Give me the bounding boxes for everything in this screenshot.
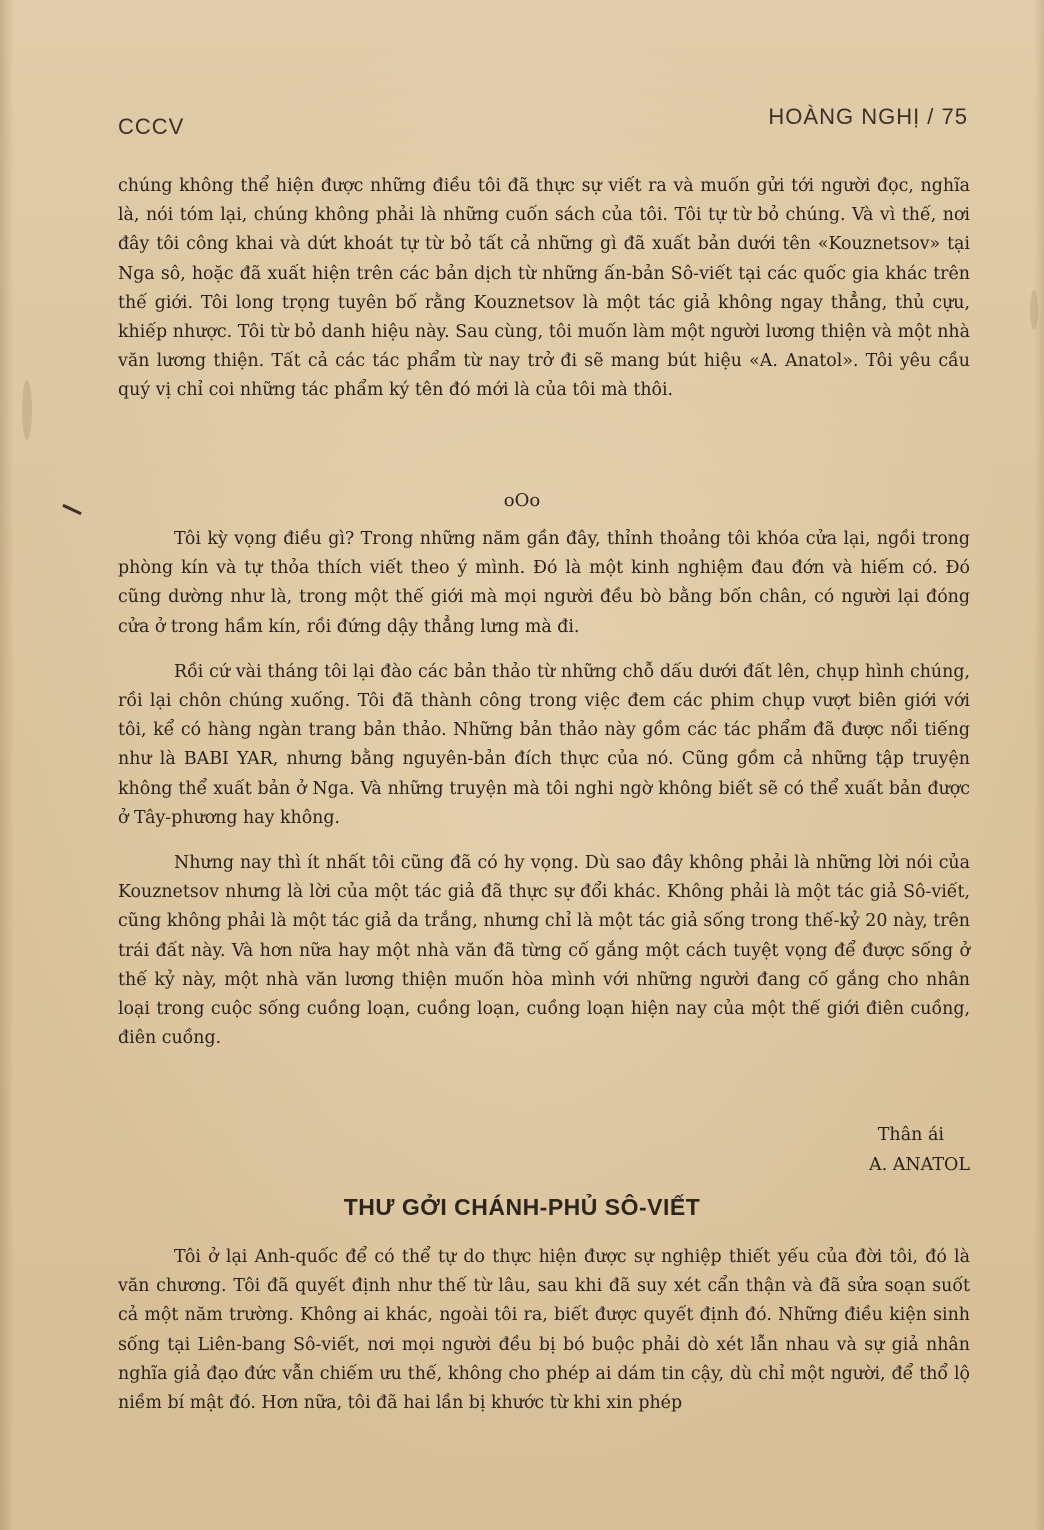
section-heading: THƯ GỞI CHÁNH-PHỦ SÔ-VIẾT [343, 1194, 701, 1220]
section-separator: oOo [503, 490, 541, 511]
text-section-1 [118, 172, 970, 406]
running-header-left: CCCV [118, 114, 185, 139]
paragraph: chúng không thể hiện được những điều tôi đã thực sự viết ra và muốn gửi tới người đọc, nghĩa là, nói tóm lại, chúng không phải là những cuốn sách của tôi. Tôi tự từ bỏ chúng. Và vì thế, nơi đây tôi công khai và dứt khoát tự từ bỏ tất cả những gì đã xuất bản dưới tên «Kouznetsov» tại Nga sô, hoặc đã xuất hiện trên các bản dịch từ những ấn-bản Sô-viết tại các quốc gia khác trên thế giới. Tôi long trọng tuyên bố rằng Kouznetsov là một tác giả không ngay thẳng, thủ cựu, khiếp nhược. Tôi từ bỏ danh hiệu này. Sau cùng, tôi muốn làm một người lương thiện và một nhà văn lương thiện. Tất cả các tác phẩm từ nay trở đi sẽ mang bút hiệu «A. Anatol». Tôi yêu cầu quý vị chỉ coi những tác phẩm ký tên đó mới là của tôi mà thôi. [118, 176, 970, 401]
text-section-2 [118, 525, 970, 1053]
paragraph: Rồi cứ vài tháng tôi lại đào các bản thảo từ những chỗ dấu dưới đất lên, chụp hình chúng, rồi lại chôn chúng xuống. Tôi đã thành công trong việc đem các phim chụp vượt biên giới với tôi, kể có hàng ngàn trang bản thảo. Những bản thảo này gồm các tác phẩm đã được nổi tiếng như là BABI YAR, nhưng bằng nguyên-bản đích thực của nó. Cũng gồm cả những tập truyện không thể xuất bản ở Nga. Và những truyện mà tôi nghi ngờ không biết sẽ có thể xuất bản được ở Tây-phương hay không. [118, 661, 970, 828]
page-edge-shadow-left [0, 0, 14, 1530]
paragraph: Nhưng nay thì ít nhất tôi cũng đã có hy vọng. Dù sao đây không phải là những lời nói của Kouznetsov nhưng là lời của một tác giả đã thực sự đổi khác. Không phải là một tác giả Sô-viết, cũng không phải là một tác giả da trắng, nhưng chỉ là một tác giả sống trong thế-kỷ 20 này, trên trái đất này. Và hơn nữa hay một nhà văn đã từng cố gắng một cách tuyệt vọng để được sống ở thế kỷ này, một nhà văn lương thiện muốn hòa mình với những người đang cố gắng cho nhân loại trong cuộc sống cuồng loạn, cuồng loạn, cuồng loạn hiện nay của một thế giới điên cuồng, điên cuồng. [118, 853, 970, 1049]
paragraph: Tôi ở lại Anh-quốc để có thể tự do thực hiện được sự nghiệp thiết yếu của đời tôi, đó là văn chương. Tôi đã quyết định như thế từ lâu, sau khi đã suy xét cẩn thận và đã sửa soạn suốt cả một năm trường. Không ai khác, ngoài tôi ra, biết được quyết định đó. Những điều kiện sinh sống tại Liên-bang Sô-viết, nơi mọi người đều bị bó buộc phải dò xét lẫn nhau và sự giả nhân nghĩa giả đạo đức vẫn chiếm ưu thế, không cho phép ai dám tin cậy, dù chỉ một người, để thổ lộ niềm bí mật đó. Hơn nữa, tôi đã hai lần bị khước từ khi xin phép [118, 1247, 970, 1414]
paper-stain [22, 380, 32, 440]
paper-stain [1030, 290, 1038, 330]
signature-block [869, 1120, 970, 1180]
page-edge-shadow-right [1034, 0, 1044, 1530]
running-header-right: HOÀNG NGHỊ / 75 [768, 104, 968, 129]
paragraph: Tôi kỳ vọng điều gì? Trong những năm gần đây, thỉnh thoảng tôi khóa cửa lại, ngồi trong phòng kín và tự thỏa thích viết theo ý mình. Đó là một kinh nghiệm đau đớn và hiếm có. Đó cũng dường như là, trong một thế giới mà mọi người đều bò bằng bốn chân, có người lại đóng cửa ở trong hầm kín, rồi đứng dậy thẳng lưng mà đi. [118, 529, 970, 637]
signature-name: A. ANATOL [868, 1155, 970, 1175]
signature-closing: Thân ái [877, 1125, 944, 1145]
text-section-3 [118, 1243, 970, 1418]
